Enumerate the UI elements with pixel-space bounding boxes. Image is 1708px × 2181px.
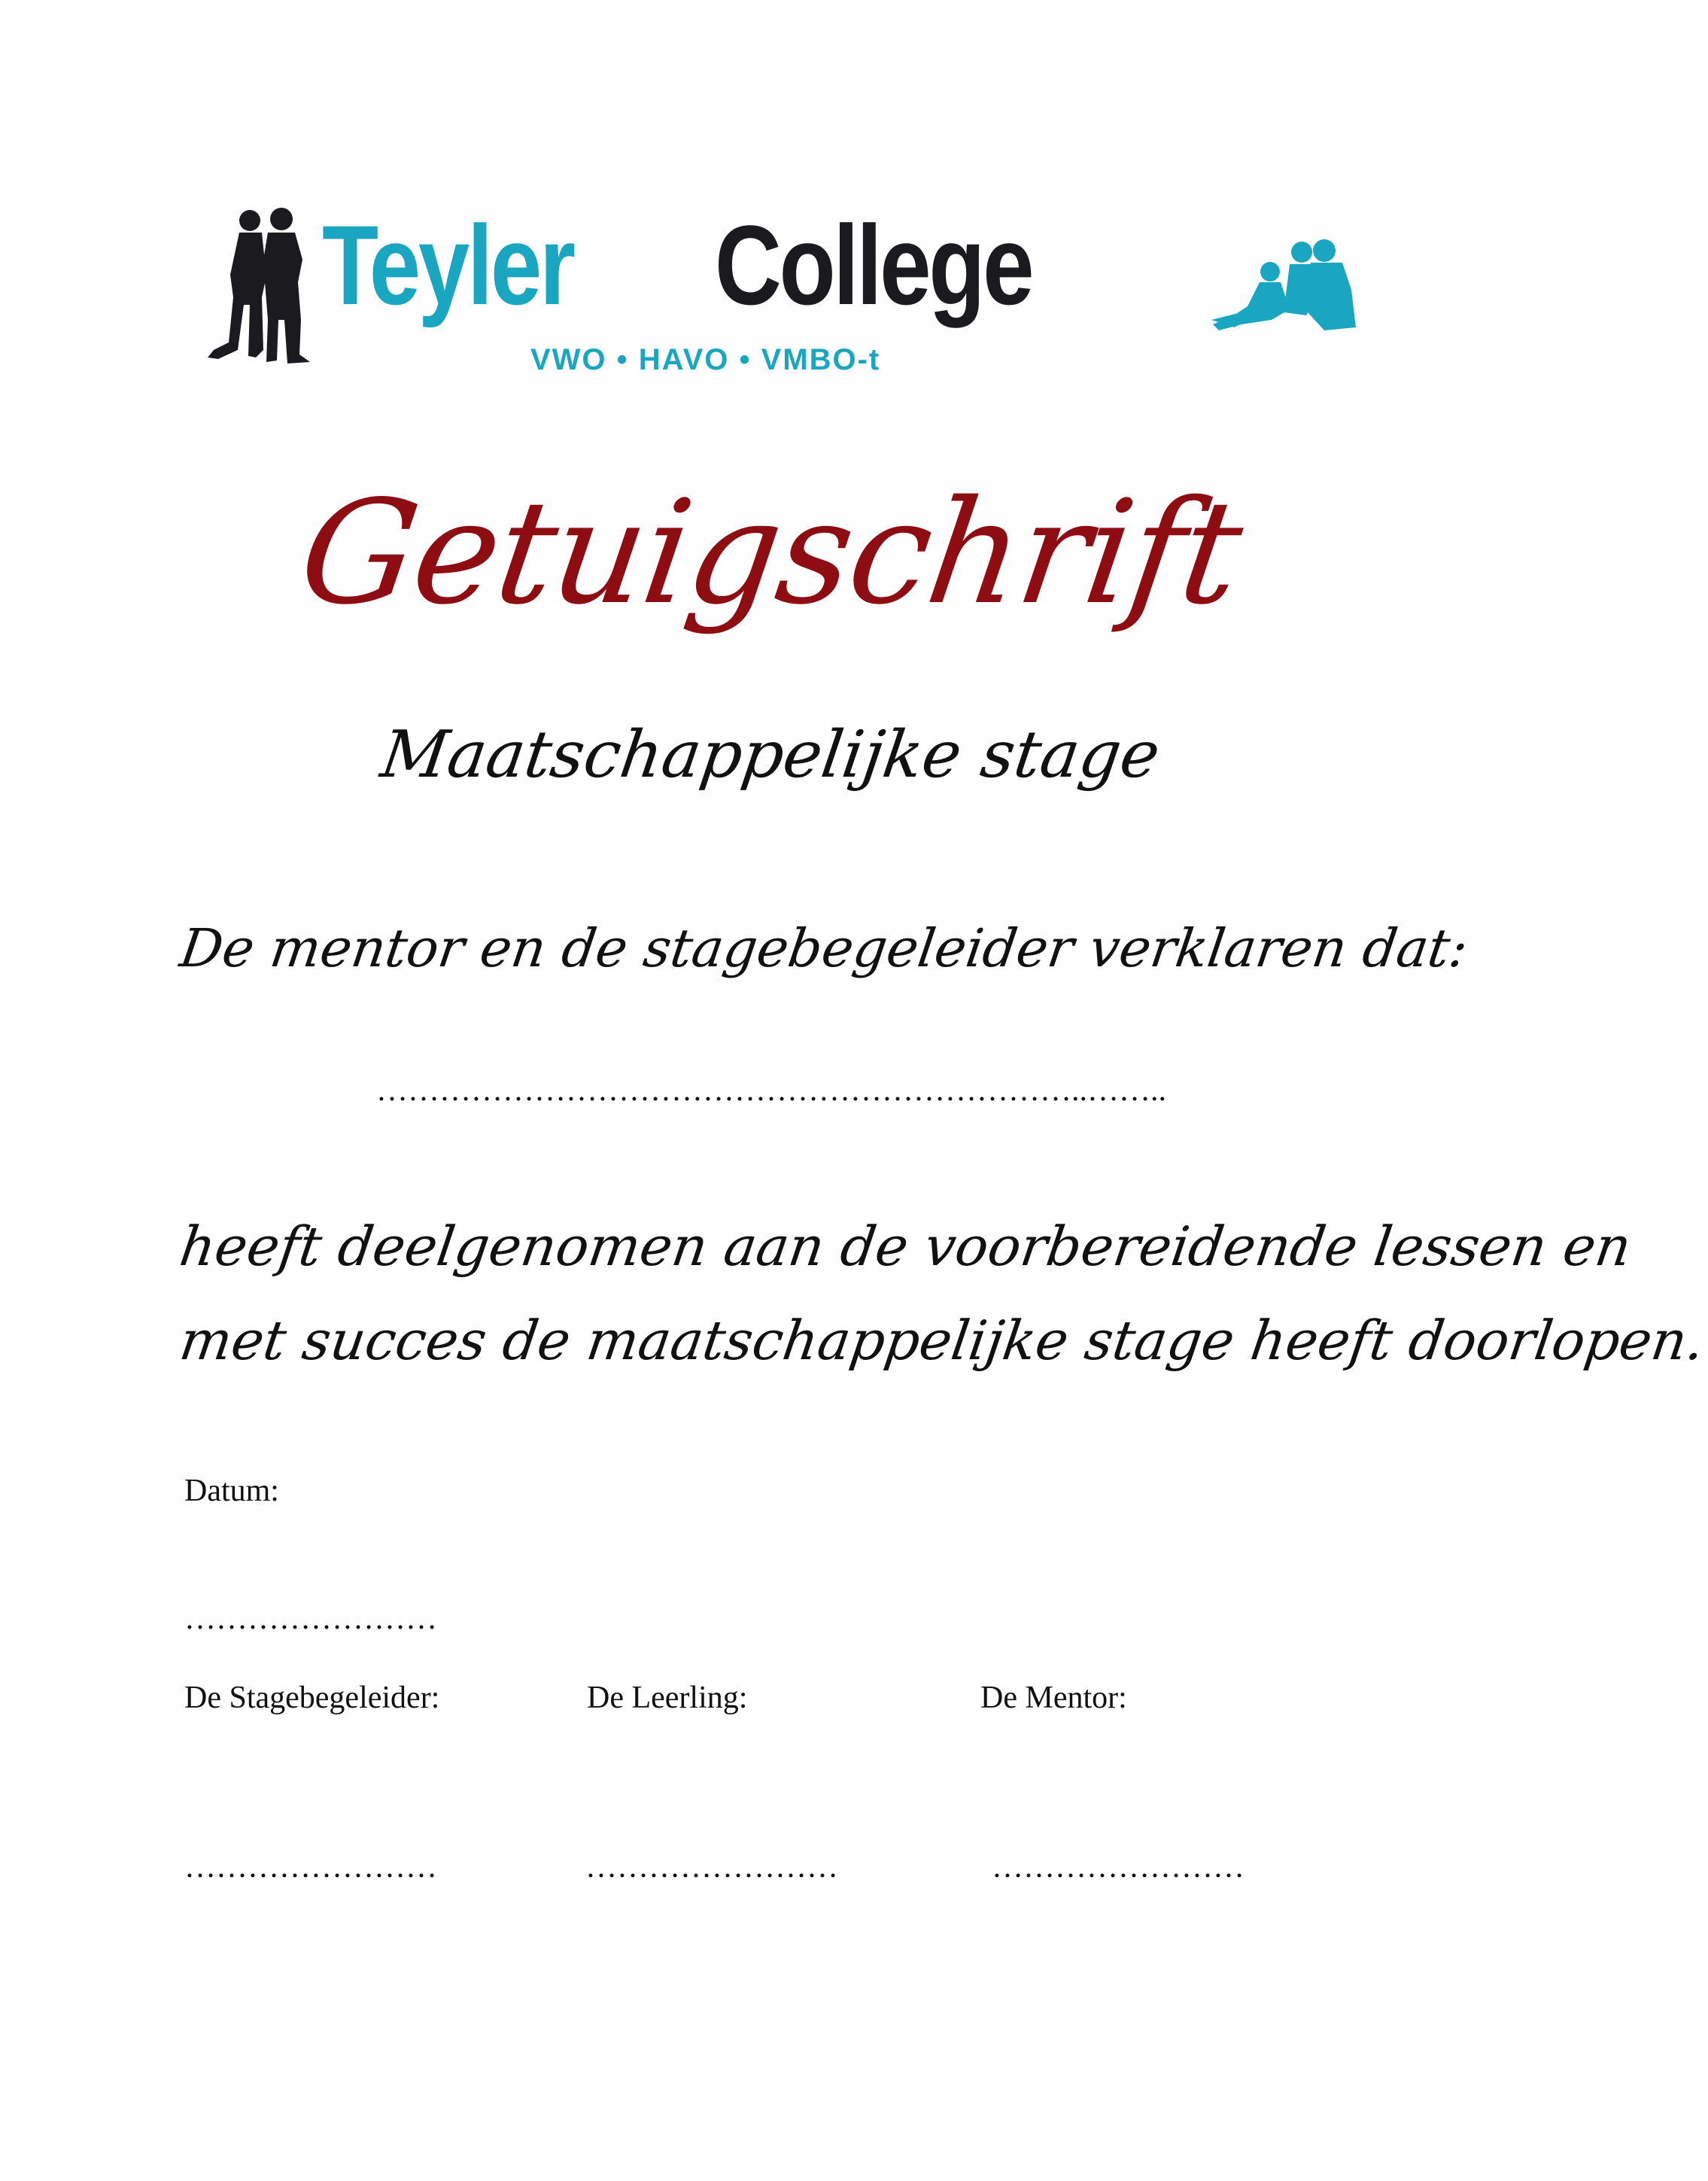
logo-word-college: College bbox=[715, 202, 1032, 328]
mentor-signature-field: …………………… bbox=[992, 1850, 1245, 1884]
date-label: Datum: bbox=[184, 1474, 279, 1508]
body-text-line-1: heeft deelgenomen aan de voorbereidende lessen en bbox=[176, 1215, 1636, 1278]
intro-statement: De mentor en de stagebegeleider verklaren dat: bbox=[176, 917, 1472, 979]
date-field: …………………… bbox=[184, 1602, 437, 1636]
certificate-title: Getuigschrift bbox=[290, 470, 1251, 636]
student-label: De Leerling: bbox=[587, 1681, 748, 1715]
two-standing-people-silhouette-icon bbox=[203, 207, 324, 369]
student-name-field: …………………………………………………………..…….. bbox=[376, 1073, 1166, 1108]
supervisor-label: De Stagebegeleider: bbox=[184, 1681, 440, 1715]
logo-word-teyler: Teyler bbox=[322, 202, 573, 328]
certificate-subtitle: Maatschappelijke stage bbox=[376, 717, 1165, 792]
teyler-college-logo bbox=[203, 192, 1362, 388]
body-text-line-2: met succes de maatschappelijke stage heeft doorlopen. bbox=[176, 1309, 1708, 1372]
supervisor-signature-field: …………………… bbox=[184, 1850, 437, 1884]
three-sitting-people-silhouette-icon bbox=[1211, 237, 1362, 335]
logo-tagline: VWO • HAVO • VMBO-t bbox=[530, 343, 881, 376]
student-signature-field: …………………… bbox=[585, 1850, 838, 1884]
mentor-label: De Mentor: bbox=[980, 1681, 1127, 1715]
